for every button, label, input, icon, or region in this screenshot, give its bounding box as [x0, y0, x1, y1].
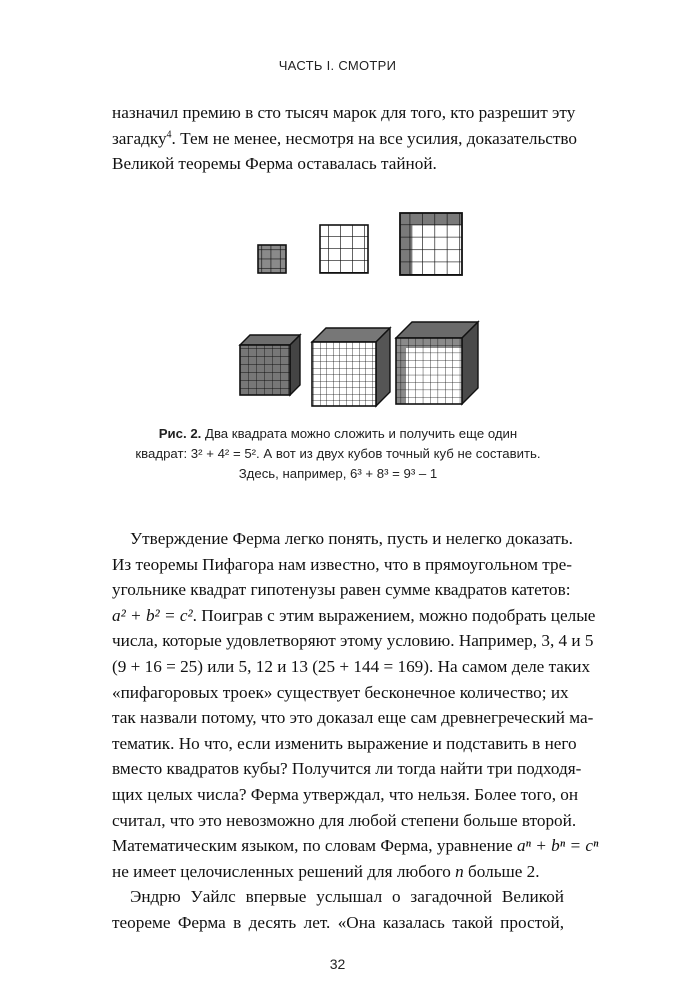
caption-text: Два квадрата можно сложить и получить еще один: [205, 426, 518, 441]
text-line: щих целых числа? Ферма утверждал, что нельзя. Более того, он: [112, 784, 579, 804]
page-number: 32: [329, 956, 346, 972]
text-line: [112, 833, 599, 859]
text-fragment: . Поиграв с этим выражением, можно подобрать целые: [192, 605, 596, 625]
figure-caption: [112, 424, 564, 484]
squares-and-cubes-illustration: [112, 212, 564, 422]
text-fragment: не имеет целочисленных решений для любого: [112, 861, 451, 881]
formula-fermat: aⁿ + bⁿ = cⁿ: [516, 836, 599, 856]
figure-label: Рис. 2.: [158, 426, 202, 441]
text-line: Великой теоремы Ферма оставалась тайной.: [112, 154, 437, 174]
text-line: Утверждение Ферма легко понять, пусть и нелегко доказать.: [130, 529, 573, 548]
text-fragment: больше 2.: [468, 861, 540, 881]
text-line: [112, 859, 564, 885]
paragraph-main: [112, 526, 599, 936]
text-line: вместо квадратов кубы? Получится ли тогда найти три подходя-: [112, 759, 582, 779]
variable-n: n: [455, 861, 464, 881]
square-4x4: [320, 225, 368, 273]
text-fragment: Математическим языком, по словам Ферма, уравнение: [112, 836, 513, 856]
paragraph-intro: [112, 100, 578, 177]
caption-line: квадрат: 3² + 4² = 5². А вот из двух кубов точный куб не составить.: [135, 446, 541, 461]
text-line: (9 + 16 = 25) или 5, 12 и 13 (25 + 144 = 169). На самом деле таких: [112, 656, 591, 676]
square-5x5: [400, 213, 462, 275]
formula-pythagoras: a² + b² = c²: [112, 605, 193, 625]
text-fragment: . Тем не менее, несмотря на все усилия, доказательство: [171, 128, 578, 148]
text-line: числа, которые удовлетворяют этому условию. Например, 3, 4 и 5: [112, 631, 594, 651]
caption-line: [112, 424, 564, 444]
text-fragment: загадку: [112, 128, 167, 148]
square-3x3: [258, 245, 286, 273]
text-line: Из теоремы Пифагора нам известно, что в прямоугольном тре-: [112, 554, 572, 574]
text-line: так назвали потому, что это доказал еще сам древнегреческий ма-: [112, 708, 594, 728]
text-line: угольнике квадрат гипотенузы равен сумме квадратов катетов:: [112, 580, 571, 600]
text-line: [112, 603, 596, 629]
cube-6: [240, 335, 300, 395]
footnote-marker[interactable]: 4: [166, 128, 172, 140]
text-line: назначил премию в сто тысяч марок для того, кто разрешит эту: [112, 103, 576, 122]
running-head: ЧАСТЬ I. СМОТРИ: [278, 58, 397, 73]
text-line: тематик. Но что, если изменить выражение и подставить в него: [112, 733, 577, 753]
cube-8: [312, 328, 390, 406]
text-line: Эндрю Уайлс впервые услышал о загадочной Великой: [130, 887, 564, 907]
cube-9: [396, 322, 478, 404]
text-line: теореме Ферма в десять лет. «Она казалась такой простой,: [112, 912, 564, 932]
text-line: «пифагоровых троек» существует бесконечное количество; их: [112, 682, 569, 702]
text-line: [112, 126, 578, 152]
figure-squares-cubes: [112, 212, 564, 422]
text-line: считал, что это невозможно для любой степени больше второй.: [112, 810, 577, 830]
caption-line: Здесь, например, 6³ + 8³ = 9³ – 1: [238, 466, 438, 481]
